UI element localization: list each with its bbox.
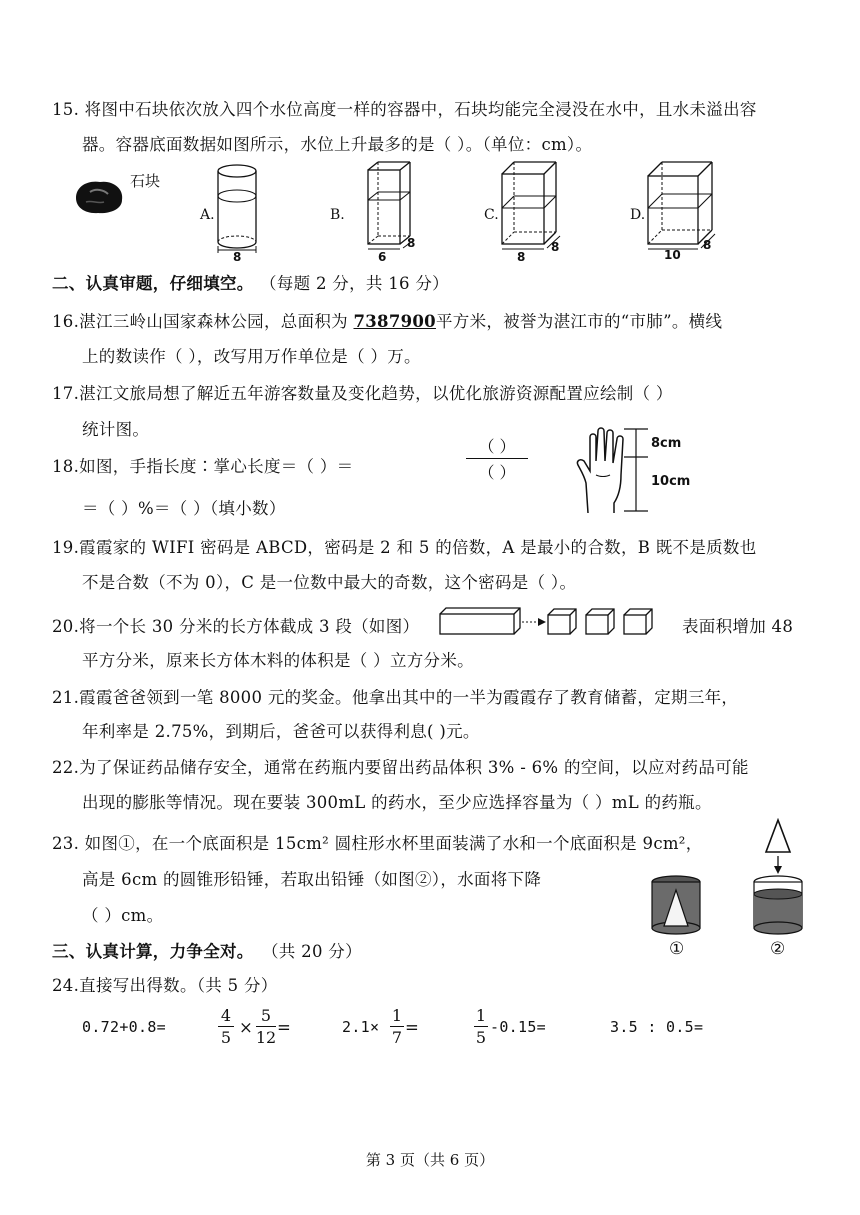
- option-b-label: B.: [330, 207, 345, 223]
- q23-line3: （ ）cm。: [82, 906, 164, 925]
- q22-line2: 出现的膨胀等情况。现在要装 300mL 的药水，至少应选择容量为（ ）mL 的药瓶。: [82, 793, 712, 812]
- q18-frac-numerator: （ ）: [478, 437, 516, 456]
- expr-4-frac: 1 5: [475, 1006, 487, 1047]
- expr-5: 3.5 : 0.5=: [610, 1018, 704, 1036]
- cylinder-container-icon: [212, 162, 262, 254]
- figure-1-label: ①: [669, 939, 685, 959]
- cup-with-cone-icon: [648, 874, 704, 936]
- palm-length-label: 10cm: [651, 474, 691, 489]
- q16-line1: 16.湛江三岭山国家森林公园，总面积为 7387900平方米，被誉为湛江市的“市肺”。横线: [52, 312, 723, 331]
- q15-line2: 器。容器底面数据如图所示，水位上升最多的是（ ）。（单位：cm）。: [82, 135, 593, 154]
- option-d-label: D.: [630, 207, 646, 223]
- section-3-note: （共 20 分）: [262, 942, 362, 961]
- expr-2-op: ×: [239, 1018, 254, 1037]
- q20-line1b: 表面积增加 48: [682, 617, 794, 636]
- finger-length-label: 8cm: [651, 436, 682, 451]
- expr-3-left: 2.1×: [342, 1018, 380, 1036]
- q18-fraction: [466, 434, 528, 483]
- option-d-dim-width: 10: [664, 248, 681, 262]
- expr-3-eq: =: [405, 1018, 420, 1037]
- option-a-dim: 8: [233, 250, 242, 264]
- q17-line1: 17.湛江文旅局想了解近五年游客数量及变化趋势，以优化旅游资源配置应绘制（ ）: [52, 384, 673, 403]
- stone-label: 石块: [130, 172, 161, 190]
- q17-line2: 统计图。: [82, 420, 150, 439]
- option-c-label: C.: [484, 207, 499, 223]
- cup-cone-removed-icon: [748, 818, 808, 938]
- q19-line1: 19.霞霞家的 WIFI 密码是 ABCD，密码是 2 和 5 的倍数，A 是最小的合数，B 既不是质数也: [52, 538, 757, 557]
- hand-icon: [574, 425, 652, 515]
- expr-4-rest: -0.15=: [490, 1018, 546, 1036]
- q21-line1: 21.霞霞爸爸领到一笔 8000 元的奖金。他拿出其中的一半为霞霞存了教育储蓄，定期三年，: [52, 688, 739, 707]
- underlined-number: 7387900: [353, 312, 436, 331]
- expr-1: 0.72+0.8=: [82, 1018, 166, 1036]
- option-c-dim-depth: 8: [551, 240, 560, 254]
- q23-line2: 高是 6cm 的圆锥形铅锤，若取出铅锤（如图②），水面将下降: [82, 870, 542, 889]
- option-d-dim-depth: 8: [703, 238, 712, 252]
- option-a-label: A.: [200, 207, 215, 223]
- cuboid-cut-diagram: [438, 606, 672, 638]
- q21-line2: 年利率是 2.75%，到期后，爸爸可以获得利息( )元。: [82, 722, 480, 741]
- q24-title: 24.直接写出得数。（共 5 分）: [52, 976, 278, 995]
- q16-line2: 上的数读作（ ），改写用万作单位是（ ）万。: [82, 347, 421, 366]
- figure-2-label: ②: [770, 939, 786, 959]
- section-2-title: 二、认真审题，仔细填空。: [52, 274, 254, 293]
- q20-line2: 平方分米，原来长方体木料的体积是（ ）立方分米。: [82, 651, 474, 670]
- section-3-title: 三、认真计算，力争全对。: [52, 942, 254, 961]
- box-container-icon: [498, 158, 564, 252]
- expr-2-frac-1: 4 5: [218, 1006, 234, 1047]
- expr-3-frac: 1 7: [391, 1006, 403, 1047]
- option-c-dim-width: 8: [517, 250, 526, 264]
- q18-line2: ＝（ ）%＝（ ）（填小数）: [82, 499, 286, 518]
- q15-line1: 15. 将图中石块依次放入四个水位高度一样的容器中，石块均能完全浸没在水中，且水未溢出容: [52, 100, 757, 119]
- q22-line1: 22.为了保证药品储存安全，通常在药瓶内要留出药品体积 3% - 6% 的空间，以应对药品可能: [52, 758, 749, 777]
- expr-2-eq: =: [277, 1018, 292, 1037]
- q19-line2: 不是合数（不为 0），C 是一位数中最大的奇数，这个密码是（ ）。: [82, 573, 577, 592]
- expr-2-frac-2: 5 12: [255, 1006, 277, 1047]
- stone-image: [72, 176, 126, 216]
- q20-line1a: 20.将一个长 30 分米的长方体截成 3 段（如图）: [52, 617, 420, 636]
- option-b-dim-depth: 8: [407, 236, 416, 250]
- q23-line1: 23. 如图①，在一个底面积是 15cm² 圆柱形水杯里面装满了水和一个底面积是 9cm²，: [52, 834, 703, 853]
- section-2-note: （每题 2 分，共 16 分）: [260, 274, 449, 293]
- option-b-dim-width: 6: [378, 250, 387, 264]
- q18-line1: 18.如图，手指长度∶掌心长度＝（ ）＝: [52, 457, 354, 476]
- page-footer: 第 3 页（共 6 页）: [365, 1151, 495, 1169]
- q18-frac-denominator: （ ）: [478, 463, 516, 482]
